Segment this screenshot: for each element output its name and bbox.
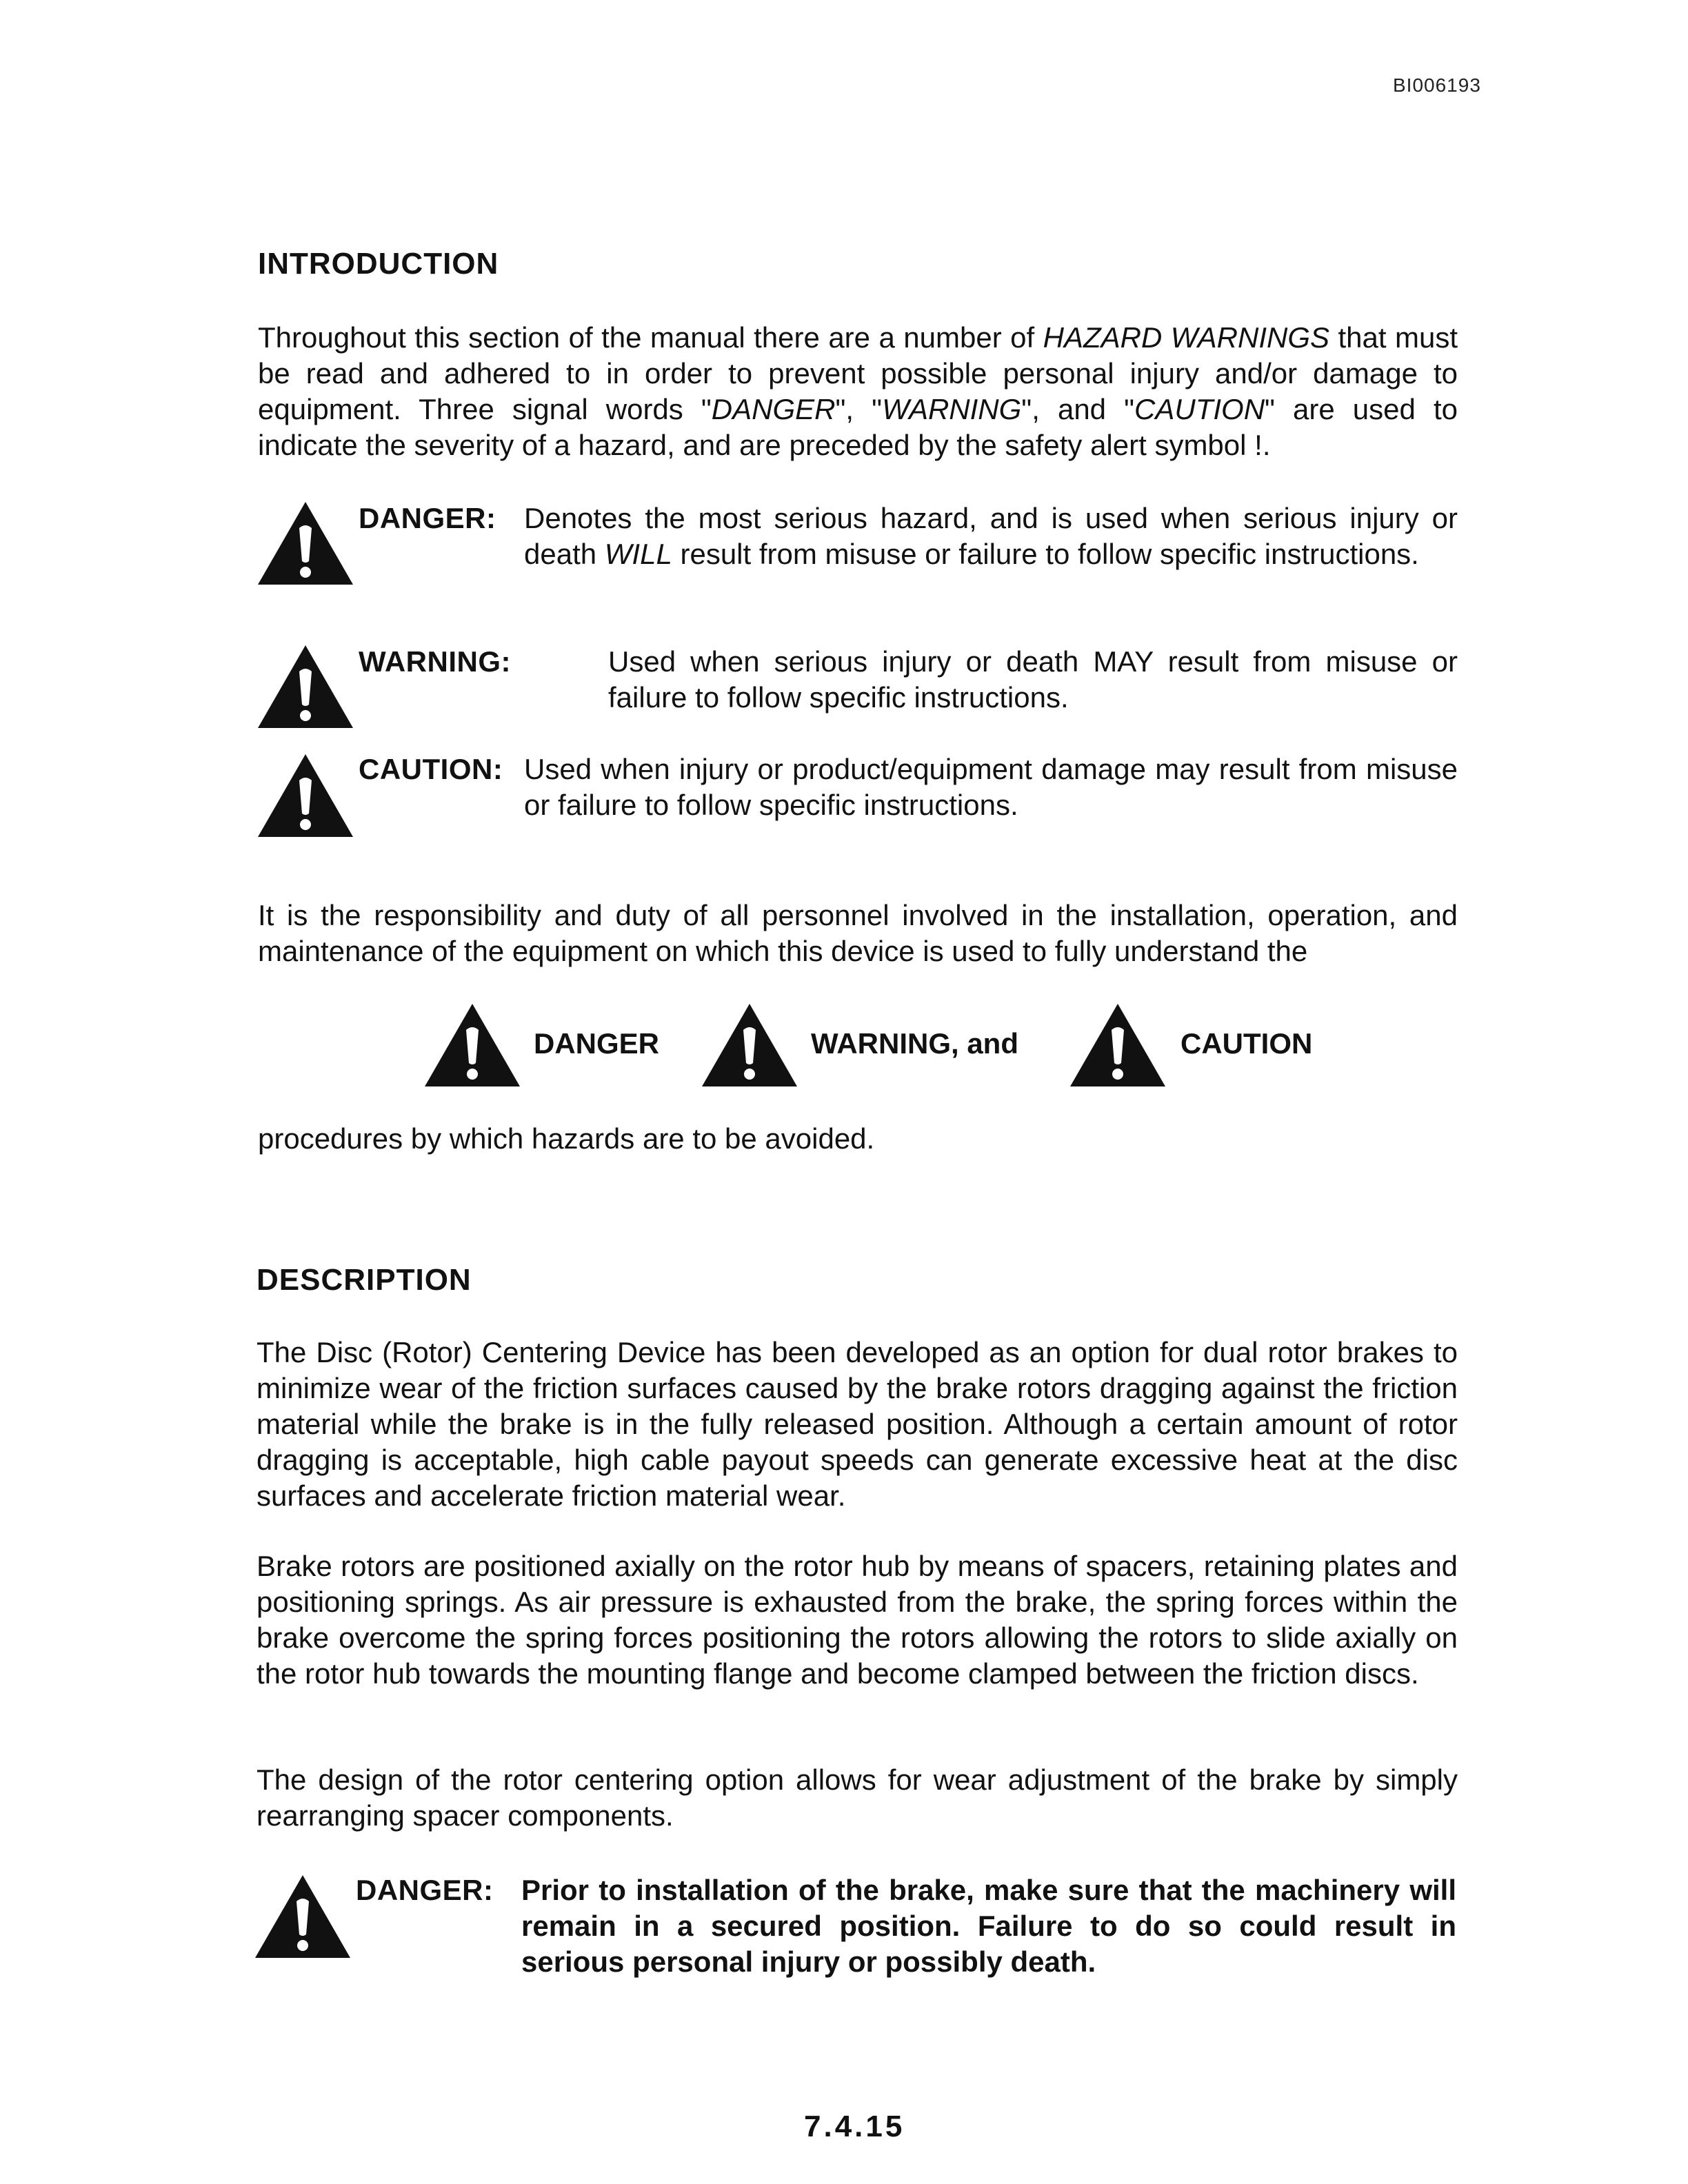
inline-danger-label: DANGER — [534, 1027, 660, 1060]
introduction-heading: INTRODUCTION — [258, 247, 499, 281]
warning-description: Used when serious injury or death MAY result from misuse or failure to follow specific instructions. — [608, 645, 1458, 714]
danger-description: Denotes the most serious hazard, and is used when serious injury or death WILL result from misuse or failure to follow specific instructions. — [524, 502, 1458, 570]
inline-warning-label: WARNING, and — [811, 1027, 1018, 1060]
inline-danger-icon — [423, 1002, 521, 1088]
description-paragraph-3: The design of the rotor centering option allows for wear adjustment of the brake by simply rearranging spacer components. — [257, 1763, 1458, 1832]
caution-warning-icon — [257, 753, 354, 838]
page-number: 7.4.15 — [804, 2110, 905, 2143]
caution-label: CAUTION: — [359, 753, 503, 785]
danger-warning-icon — [257, 501, 354, 586]
inline-warning-icon — [701, 1002, 798, 1088]
caution-description: Used when injury or product/equipment damage may result from misuse or failure to follow specific instructions. — [524, 753, 1458, 821]
final-danger-label: DANGER: — [356, 1874, 494, 1906]
description-paragraph-2: Brake rotors are positioned axially on the rotor hub by means of spacers, retaining plates and positioning springs. As air pressure is exhausted from the brake, the spring forces within the brake overcome the spring forces positioning the rotors allowing the rotors to slide axially on the rotor hub towards the mounting flange and become clamped between the friction discs. — [257, 1550, 1458, 1690]
document-id: BI006193 — [1393, 74, 1481, 96]
warning-label: WARNING: — [359, 645, 511, 678]
warning-warning-icon — [257, 644, 354, 729]
final-danger-text: Prior to installation of the brake, make sure that the machinery will remain in a secured position. Failure to do so could result in serious personal injury or possibly death. — [521, 1874, 1456, 1978]
description-paragraph-1: The Disc (Rotor) Centering Device has been developed as an option for dual rotor brakes to minimize wear of the friction surfaces caused by the brake rotors dragging against the friction material while the brake is in the fully released position. Although a certain amount of rotor dragging is acceptable, high cable payout speeds can generate excessive heat at the disc surfaces and accelerate friction material wear. — [257, 1336, 1458, 1512]
responsibility-closing: procedures by which hazards are to be avoided. — [258, 1122, 875, 1155]
responsibility-paragraph: It is the responsibility and duty of all personnel involved in the installation, operation, and maintenance of the equipment on which this device is used to fully understand the — [258, 899, 1458, 967]
final-danger-icon — [254, 1874, 352, 1959]
inline-caution-icon — [1069, 1002, 1167, 1088]
introduction-paragraph: Throughout this section of the manual there are a number of HAZARD WARNINGS that must be read and adhered to in order to prevent possible personal injury and/or damage to equipment. Three signal words "DANGER", "WARNING", and "CAUTION" are used to indicate the severity of a hazard, and are preceded by the safety alert symbol !. — [258, 321, 1458, 461]
description-heading: DESCRIPTION — [257, 1263, 472, 1297]
inline-caution-label: CAUTION — [1180, 1027, 1313, 1060]
danger-label: DANGER: — [359, 502, 496, 534]
hazard-warnings-emphasis: HAZARD WARNINGS — [1043, 321, 1330, 354]
